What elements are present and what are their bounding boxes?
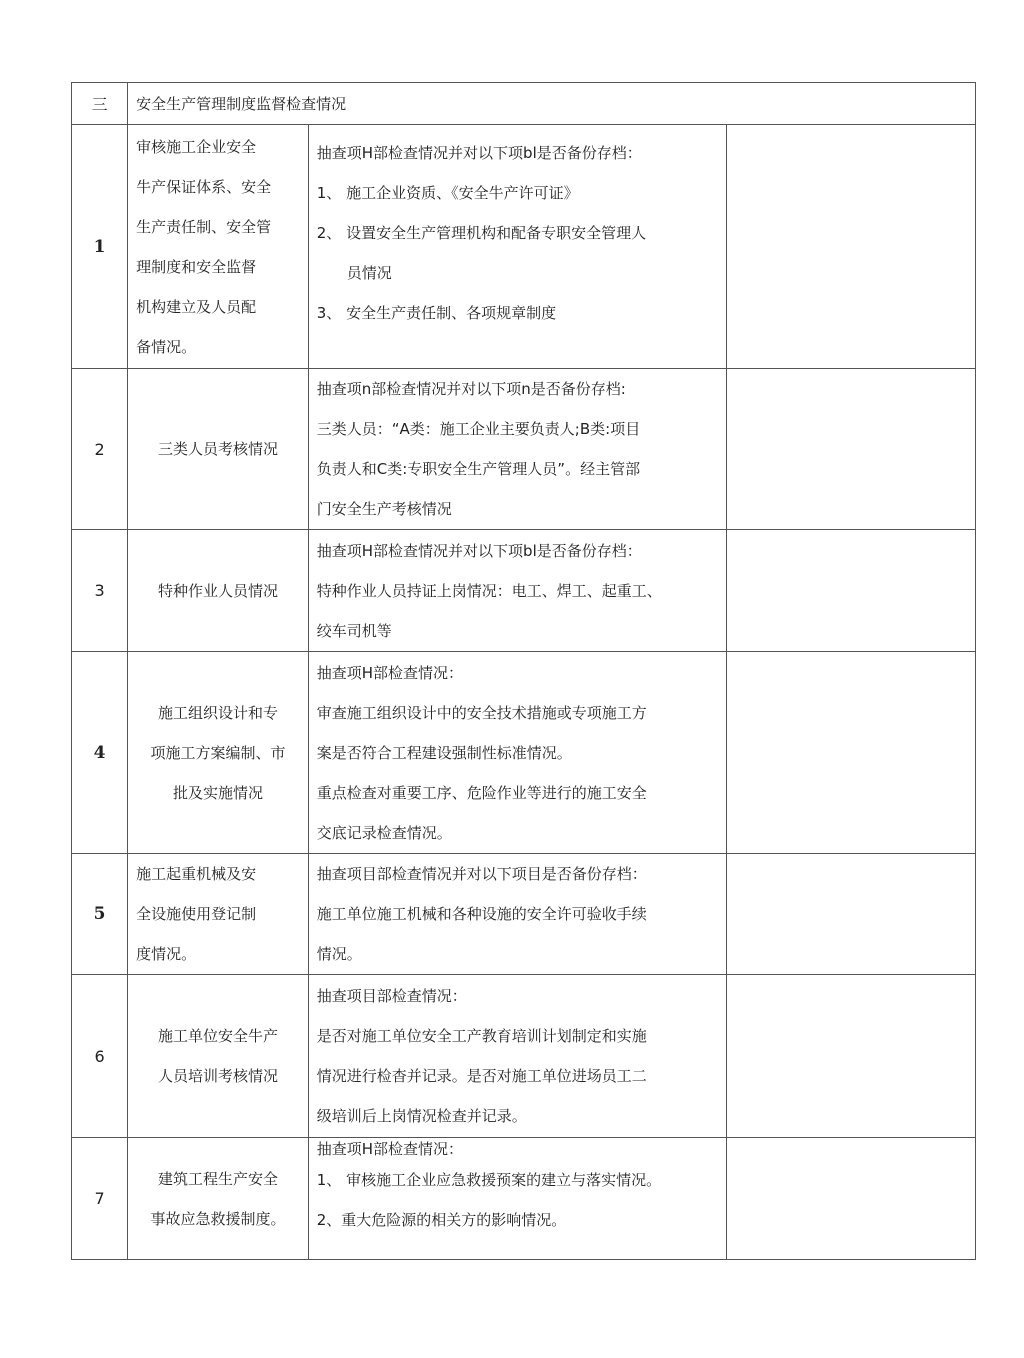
row-number: 5 bbox=[72, 854, 128, 975]
content-line: 1、 审核施工企业应急救援预案的建立与落实情况。 bbox=[316, 1171, 662, 1189]
content-line: 1、 施工企业资质、《安全牛产许可证》 bbox=[316, 184, 579, 202]
row-item bbox=[128, 975, 309, 1138]
item-line: 生产责任制、安全管 bbox=[136, 217, 272, 236]
row-number: 2 bbox=[72, 369, 128, 530]
row-content bbox=[308, 1138, 726, 1260]
table-row bbox=[72, 369, 976, 530]
item-line: 全设施使用登记制 bbox=[136, 905, 257, 923]
row-result bbox=[727, 125, 976, 369]
row-number: 6 bbox=[72, 975, 128, 1138]
item-line: 事故应急救援制度。 bbox=[150, 1209, 286, 1228]
item-line: 审核施工企业安全 bbox=[136, 137, 257, 156]
item-line: 建筑工程生产安全 bbox=[157, 1169, 278, 1188]
row-item bbox=[128, 854, 309, 975]
content-line: 负责人和C类:专职安全生产管理人员”。经主管部 bbox=[316, 460, 641, 478]
item-line: 批及实施情况 bbox=[172, 783, 263, 802]
row-content bbox=[308, 854, 726, 975]
item-line: 特种作业人员情况 bbox=[157, 581, 278, 600]
row-item bbox=[128, 125, 309, 369]
table-row bbox=[72, 125, 976, 369]
item-line: 度情况。 bbox=[136, 945, 197, 963]
item-line: 三类人员考核情况 bbox=[157, 440, 278, 458]
content-line: 审查施工组织设计中的安全技术措施或专项施工方 bbox=[316, 703, 647, 722]
row-content bbox=[308, 125, 726, 369]
row-content bbox=[308, 369, 726, 530]
content-line: 抽查项H部检查情况并对以下项bl是否备份存档： bbox=[316, 541, 642, 560]
row-item bbox=[128, 652, 309, 854]
content-line: 抽查项H部检查情况： bbox=[316, 663, 464, 682]
section-header-row bbox=[72, 83, 976, 125]
content-line: 门安全生产考核情况 bbox=[316, 500, 452, 518]
item-line: 理制度和安全监督 bbox=[136, 257, 257, 276]
inspection-table-container bbox=[71, 82, 976, 1260]
row-number: 7 bbox=[72, 1138, 128, 1260]
content-line: 2、重大危险源的相关方的影响情况。 bbox=[316, 1211, 567, 1229]
content-line: 抽查项H部检查情况： bbox=[316, 1140, 464, 1158]
item-line: 机构建立及人员配 bbox=[136, 297, 257, 316]
content-line: 特种作业人员持证上岗情况：电工、焊工、起重工、 bbox=[316, 581, 662, 600]
item-line: 施工组织设计和专 bbox=[157, 703, 278, 722]
row-item bbox=[128, 1138, 309, 1260]
row-result bbox=[727, 975, 976, 1138]
table-row bbox=[72, 1138, 976, 1260]
row-number: 3 bbox=[72, 530, 128, 652]
content-line: 是否对施工单位安全工产教育培训计划制定和实施 bbox=[316, 1027, 647, 1045]
content-line: 级培训后上岗情况检查并记录。 bbox=[316, 1107, 527, 1125]
table-row bbox=[72, 652, 976, 854]
row-number: 1 bbox=[72, 125, 128, 369]
content-line: 情况。 bbox=[316, 945, 362, 963]
row-content bbox=[308, 530, 726, 652]
content-line: 施工单位施工机械和各种设施的安全许可验收手续 bbox=[316, 905, 647, 923]
table-row bbox=[72, 854, 976, 975]
row-result bbox=[727, 854, 976, 975]
row-content bbox=[308, 975, 726, 1138]
row-number: 4 bbox=[72, 652, 128, 854]
content-line: 情况进行检杳并记录。是否对施工单位进场员工二 bbox=[316, 1067, 647, 1085]
content-line: 3、 安全生产责任制、各项规章制度 bbox=[316, 304, 557, 322]
item-line: 项施工方案编制、市 bbox=[150, 743, 286, 762]
row-result bbox=[727, 369, 976, 530]
table-row bbox=[72, 530, 976, 652]
content-line: 抽查项n部检查情况并对以下项n是否备份存档: bbox=[316, 380, 626, 398]
item-line: 人员培训考核情况 bbox=[157, 1067, 278, 1085]
content-line: 抽查项H部检查情况并对以下项bl是否备份存档： bbox=[316, 144, 642, 162]
content-line: 员情况 bbox=[346, 264, 392, 282]
item-line: 施工单位安全牛产 bbox=[157, 1027, 278, 1045]
item-line: 施工起重机械及安 bbox=[136, 865, 257, 883]
content-line: 2、 设置安全生产管理机构和配备专职安全管理人 bbox=[316, 224, 647, 242]
item-line: 备情况。 bbox=[136, 337, 197, 356]
inspection-table bbox=[71, 82, 976, 1260]
row-item bbox=[128, 530, 309, 652]
table-row bbox=[72, 975, 976, 1138]
row-item bbox=[128, 369, 309, 530]
content-line: 案是否符合工程建设强制性标准情况。 bbox=[316, 743, 572, 762]
section-number: 三 bbox=[72, 83, 128, 125]
content-line: 绞车司机等 bbox=[316, 621, 392, 640]
section-title: 安全生产管理制度监督检查情况 bbox=[128, 83, 976, 125]
row-content bbox=[308, 652, 726, 854]
row-result bbox=[727, 1138, 976, 1260]
content-line: 三类人员：“A类：施工企业主要负责人;B类:项目 bbox=[316, 420, 641, 438]
row-result bbox=[727, 530, 976, 652]
content-line: 抽查项目部检查情况： bbox=[316, 987, 467, 1005]
row-result bbox=[727, 652, 976, 854]
content-line: 重点检查对重要工序、危险作业等进行的施工安全 bbox=[316, 783, 647, 802]
item-line: 牛产保证体系、安全 bbox=[136, 177, 272, 196]
content-line: 抽查项目部检查情况并对以下项目是否备份存档： bbox=[316, 865, 647, 883]
content-line: 交底记录检查情况。 bbox=[316, 823, 452, 842]
